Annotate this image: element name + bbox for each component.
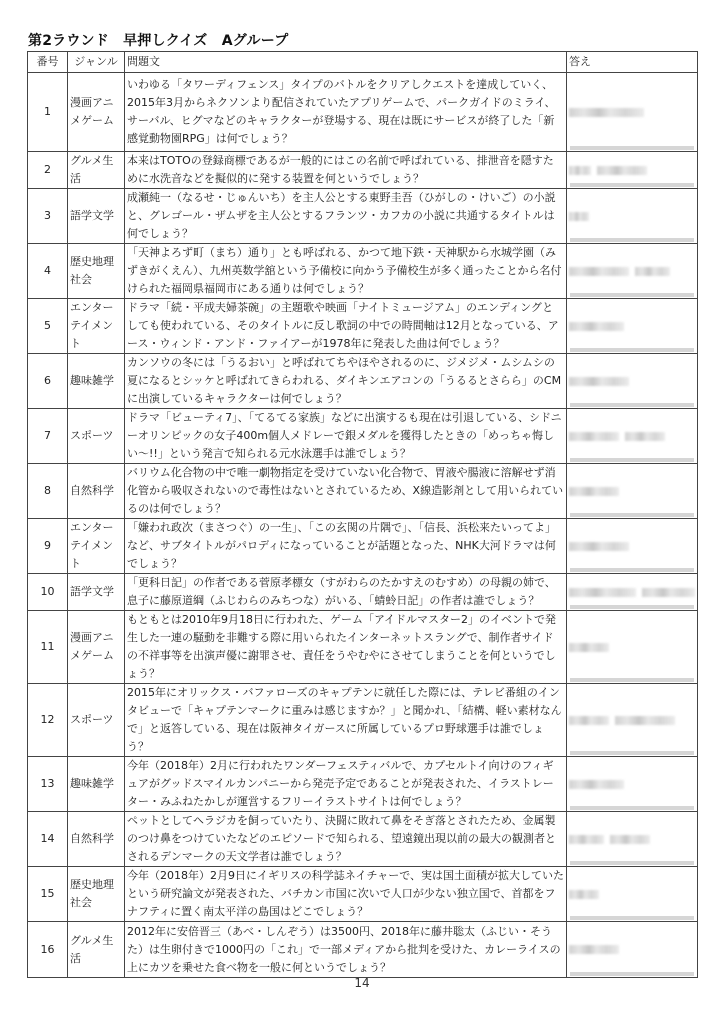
table-row xyxy=(28,299,698,354)
answer-separator xyxy=(570,916,694,920)
blurred-answer-text xyxy=(569,643,609,652)
row-genre: 語学文学 xyxy=(68,189,125,244)
table-row xyxy=(28,812,698,867)
table-row xyxy=(28,519,698,574)
blurred-answer-text xyxy=(569,166,591,175)
header-num: 番号 xyxy=(28,52,68,73)
blurred-answer-text xyxy=(569,212,589,221)
header-answer: 答え xyxy=(567,52,698,73)
answer-separator xyxy=(570,806,694,810)
blurred-answer-text xyxy=(569,542,629,551)
quiz-table xyxy=(27,51,698,978)
answer-separator xyxy=(570,861,694,865)
row-genre: グルメ生活 xyxy=(68,922,125,978)
table-row xyxy=(28,757,698,812)
row-number: 5 xyxy=(28,299,68,354)
blurred-answer-text xyxy=(569,267,629,276)
row-number: 7 xyxy=(28,409,68,464)
answer-separator xyxy=(570,183,694,187)
row-answer-blurred xyxy=(567,684,698,757)
answer-separator xyxy=(570,293,694,297)
row-answer-blurred xyxy=(567,152,698,189)
table-row xyxy=(28,464,698,519)
page-title: 第2ラウンド 早押しクイズ Aグループ xyxy=(28,33,289,49)
row-question: 今年（2018年）2月に行われたワンダーフェスティバルで、カプセルトイ向けのフィギュアがグッドスマイルカンパニーから発売予定であることが発表された、イラストレーター・みふねたかしが運営するフリーイラストサイトは何でしょう？ xyxy=(125,757,567,812)
row-answer-blurred xyxy=(567,409,698,464)
row-answer-blurred xyxy=(567,73,698,152)
row-genre: エンターテイメント xyxy=(68,519,125,574)
row-question: 「嫌われ政次（まさつぐ）の一生」、「この玄関の片隅で」、「信長、浜松来たいってよ」など、サブタイトルがパロディになっていることが話題となった、NHK大河ドラマは何でしょう？ xyxy=(125,519,567,574)
row-number: 9 xyxy=(28,519,68,574)
table-row xyxy=(28,867,698,922)
blurred-answer-text xyxy=(569,890,599,899)
blurred-answer-text xyxy=(569,108,644,117)
answer-separator xyxy=(570,458,694,462)
row-answer-blurred xyxy=(567,299,698,354)
table-row xyxy=(28,409,698,464)
answer-separator xyxy=(570,678,694,682)
row-question: 2015年にオリックス・バファローズのキャプテンに就任した際には、テレビ番組のインタビューで「キャプテンマークに重みは感じますか？」と聞かれ、「結構、軽い素材なんで」と返答している、現在は阪神タイガースに所属しているプロ野球選手は誰でしょう？ xyxy=(125,684,567,757)
row-question: 「天神よろず町（まち）通り」とも呼ばれる、かつて地下鉄・天神駅から水城学園（みずきがくえん）、九州英数学舘という予備校に向かう予備校生が多く通ったことから名付けられた福岡県福岡市にある通りは何でしょう？ xyxy=(125,244,567,299)
row-genre: エンターテイメント xyxy=(68,299,125,354)
row-answer-blurred xyxy=(567,922,698,978)
row-number: 1 xyxy=(28,73,68,152)
blurred-answer-text xyxy=(597,166,647,175)
row-answer-blurred xyxy=(567,464,698,519)
table-row xyxy=(28,189,698,244)
row-question: 「更科日記」の作者である菅原孝標女（すがわらのたかすえのむすめ）の母親の姉で、息子に藤原道綱（ふじわらのみちつな）がいる、「蜻蛉日記」の作者は誰でしょう？ xyxy=(125,574,567,611)
row-genre: スポーツ xyxy=(68,409,125,464)
blurred-answer-text xyxy=(625,432,665,441)
blurred-answer-text xyxy=(642,588,695,597)
row-genre: 漫画アニメゲーム xyxy=(68,611,125,684)
row-number: 14 xyxy=(28,812,68,867)
row-genre: 歴史地理社会 xyxy=(68,244,125,299)
blurred-answer-text xyxy=(569,945,619,954)
row-question: いわゆる「タワーディフェンス」タイプのバトルをクリアしクエストを達成していく、2015年3月からネクソンより配信されていたアプリゲームで、パークガイドのミライ、サーバル、ヒグマなどのキャラクターが登場する、現在は既にサービスが終了した「新感覚動物園RPG」は何でしょう？ xyxy=(125,73,567,152)
row-answer-blurred xyxy=(567,244,698,299)
answer-separator xyxy=(570,238,694,242)
blurred-answer-text xyxy=(569,377,629,386)
row-answer-blurred xyxy=(567,867,698,922)
row-number: 12 xyxy=(28,684,68,757)
table-header-row xyxy=(28,52,698,73)
table-row xyxy=(28,244,698,299)
row-genre: 趣味雑学 xyxy=(68,757,125,812)
row-question: ドラマ「続・平成夫婦茶碗」の主題歌や映画「ナイトミュージアム」のエンディングとしても使われている、そのタイトルに反し歌詞の中での時間軸は12月となっている、アース・ウィンド・アンド・ファイアーが1978年に発表した曲は何でしょう？ xyxy=(125,299,567,354)
row-number: 13 xyxy=(28,757,68,812)
row-question: ペットとしてヘラジカを飼っていたり、決闘に敗れて鼻をそぎ落とされたため、金属製のつけ鼻をつけていたなどのエピソードで知られる、望遠鏡出現以前の最大の観測者とされるデンマークの天文学者は誰でしょう？ xyxy=(125,812,567,867)
row-genre: 自然科学 xyxy=(68,812,125,867)
row-answer-blurred xyxy=(567,812,698,867)
answer-separator xyxy=(570,605,694,609)
row-answer-blurred xyxy=(567,611,698,684)
row-answer-blurred xyxy=(567,519,698,574)
row-genre: 漫画アニメゲーム xyxy=(68,73,125,152)
row-number: 4 xyxy=(28,244,68,299)
row-genre: 歴史地理社会 xyxy=(68,867,125,922)
table-row xyxy=(28,152,698,189)
blurred-answer-text xyxy=(569,780,624,789)
row-number: 11 xyxy=(28,611,68,684)
row-answer-blurred xyxy=(567,574,698,611)
row-number: 6 xyxy=(28,354,68,409)
blurred-answer-text xyxy=(569,716,609,725)
row-number: 2 xyxy=(28,152,68,189)
row-answer-blurred xyxy=(567,354,698,409)
blurred-answer-text xyxy=(610,835,650,844)
row-number: 16 xyxy=(28,922,68,978)
blurred-answer-text xyxy=(615,716,675,725)
table-row xyxy=(28,684,698,757)
row-question: ドラマ「ビューティ7」、「てるてる家族」などに出演するも現在は引退している、シドニーオリンピックの女子400m個人メドレーで銀メダルを獲得したときの「めっちゃ悔しい～!!」という発言で知られる元水泳選手は誰でしょう？ xyxy=(125,409,567,464)
row-number: 15 xyxy=(28,867,68,922)
row-question: カンソウの冬には「うるおい」と呼ばれてちやほやされるのに、ジメジメ・ムシムシの夏になるとシッケと呼ばれてきらわれる、ダイキンエアコンの「うるるとさらら」のCMに出演しているキャラクターは何でしょう？ xyxy=(125,354,567,409)
row-question: 今年（2018年）2月9日にイギリスの科学誌ネイチャーで、実は国土面積が拡大していたという研究論文が発表された、バチカン市国に次いで人口が少ない独立国で、首都をフナフティに置く南太平洋の島国はどこでしょう？ xyxy=(125,867,567,922)
table-row xyxy=(28,611,698,684)
row-question: もともとは2010年9月18日に行われた、ゲーム「アイドルマスター2」のイベントで発生した一連の騒動を非難する際に用いられたインターネットスラングで、制作者サイドの不祥事等を出演声優に謝罪させ、責任をうやむやにさせてしまうことを何というでしょう？ xyxy=(125,611,567,684)
header-genre: ジャンル xyxy=(68,52,125,73)
row-question: 成瀬純一（なるせ・じゅんいち）を主人公とする東野圭吾（ひがしの・けいご）の小説と、グレゴール・ザムザを主人公とするフランツ・カフカの小説に共通するタイトルは何でしょう？ xyxy=(125,189,567,244)
answer-separator xyxy=(570,146,694,150)
blurred-answer-text xyxy=(569,588,636,597)
row-question: 2012年に安倍晋三（あべ・しんぞう）は3500円、2018年に藤井聡太（ふじい・そうた）は生卵付きで1000円の「これ」で一部メディアから批判を受けた、カレーライスの上にカツを乗せた食べ物を一般に何というでしょう？ xyxy=(125,922,567,978)
blurred-answer-text xyxy=(635,267,670,276)
row-genre: 趣味雑学 xyxy=(68,354,125,409)
blurred-answer-text xyxy=(569,322,624,331)
row-question: バリウム化合物の中で唯一劇物指定を受けていない化合物で、胃液や腸液に溶解せず消化管から吸収されないので毒性はないとされているため、X線造影剤として用いられているのは何でしょう？ xyxy=(125,464,567,519)
blurred-answer-text xyxy=(569,432,619,441)
header-question: 問題文 xyxy=(125,52,567,73)
answer-separator xyxy=(570,568,694,572)
row-number: 3 xyxy=(28,189,68,244)
answer-separator xyxy=(570,513,694,517)
answer-separator xyxy=(570,348,694,352)
page-number: 14 xyxy=(354,976,370,990)
blurred-answer-text xyxy=(569,487,619,496)
row-question: 本来はTOTOの登録商標であるが一般的にはこの名前で呼ばれている、排泄音を隠すために水洗音などを擬似的に発する装置を何というでしょう？ xyxy=(125,152,567,189)
row-genre: スポーツ xyxy=(68,684,125,757)
table-row xyxy=(28,73,698,152)
table-row xyxy=(28,922,698,978)
answer-separator xyxy=(570,751,694,755)
blurred-answer-text xyxy=(569,835,604,844)
table-row xyxy=(28,574,698,611)
row-genre: グルメ生活 xyxy=(68,152,125,189)
row-genre: 自然科学 xyxy=(68,464,125,519)
answer-separator xyxy=(570,403,694,407)
row-number: 10 xyxy=(28,574,68,611)
table-row xyxy=(28,354,698,409)
row-answer-blurred xyxy=(567,189,698,244)
row-genre: 語学文学 xyxy=(68,574,125,611)
row-number: 8 xyxy=(28,464,68,519)
row-answer-blurred xyxy=(567,757,698,812)
